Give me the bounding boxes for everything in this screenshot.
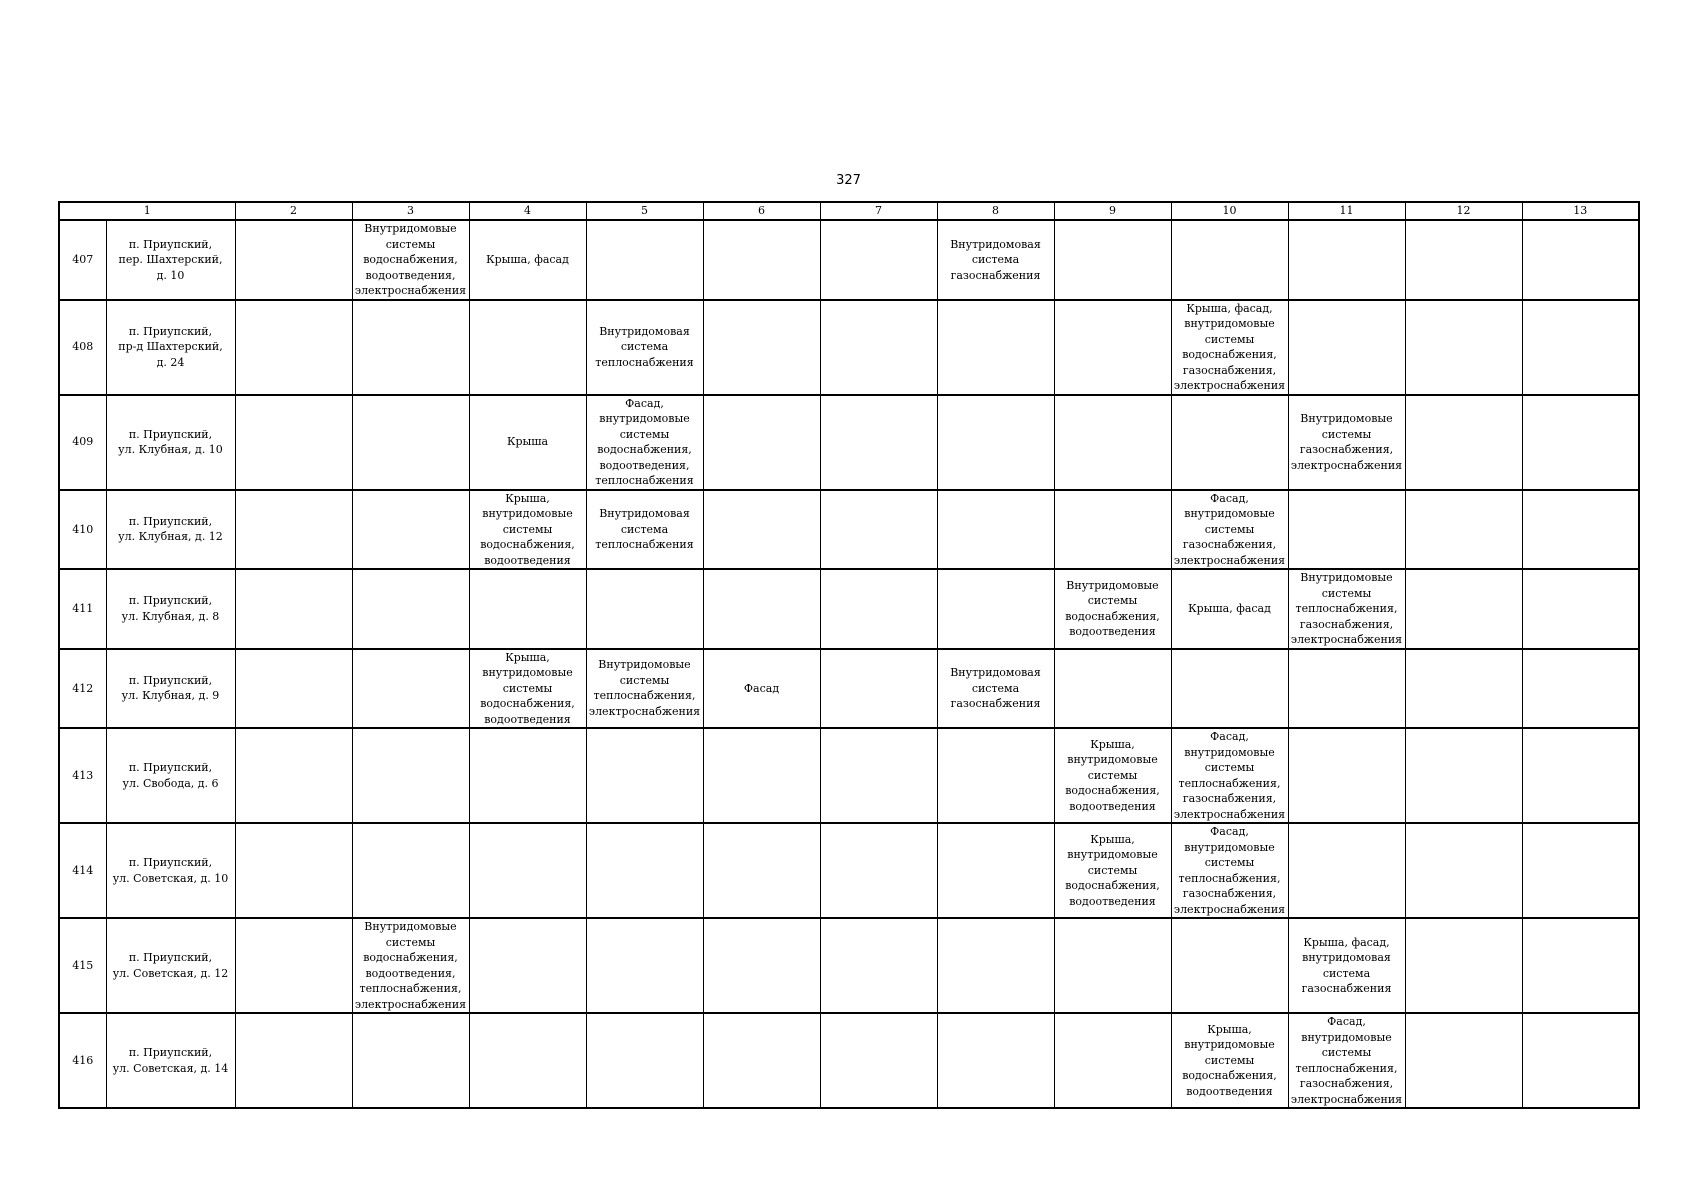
work-cell-col-5 [586,395,703,490]
column-header: 8 [937,202,1054,220]
cell-text: Фасад, внутридомовые системы теплоснабжения, газоснабжения, электроснабжения [1290,1015,1403,1106]
table-row [59,395,1639,490]
work-cell-col-12 [1405,569,1522,649]
work-cell-col-11 [1288,649,1405,729]
work-cell-col-6 [703,490,820,570]
table-row [59,823,1639,918]
work-cell-col-13 [1522,569,1639,649]
work-cell-col-5 [586,823,703,918]
table-row [59,490,1639,570]
work-cell-col-6 [703,649,820,729]
cell-text: Внутридомовая система газоснабжения [950,666,1041,710]
work-cell-col-6 [703,823,820,918]
cell-text: п. Приупский, ул. Клубная, д. 9 [121,673,220,703]
work-cell-col-7 [820,1013,937,1108]
work-cell-col-4 [469,300,586,395]
row-number-cell [59,918,106,1013]
cell-text: Фасад, внутридомовые системы водоснабжения, водоотведения, теплоснабжения [595,396,694,487]
cell-text: Крыша, фасад, внутридомовые системы водоснабжения, газоснабжения, электроснабжения [1173,301,1286,392]
cell-text: Крыша, внутридомовые системы водоснабжения, водоотведения [480,650,575,726]
work-cell-col-4 [469,395,586,490]
cell-text: п. Приупский, ул. Клубная, д. 8 [121,594,220,623]
work-cell-col-3 [352,220,469,300]
cell-text: п. Приупский, ул. Свобода, д. 6 [122,761,219,790]
work-cell-col-9 [1054,649,1171,729]
work-cell-col-3 [352,490,469,570]
row-number-cell [59,1013,106,1108]
row-number-cell [59,649,106,729]
row-number-cell [59,300,106,395]
cell-text: Крыша, внутридомовые системы водоснабжения, водоотведения [480,491,575,567]
cell-text: 411 [72,602,94,615]
row-number-cell [59,569,106,649]
work-cell-col-6 [703,1013,820,1108]
work-cell-col-11 [1288,1013,1405,1108]
work-cell-col-9 [1054,918,1171,1013]
cell-text: 412 [72,681,94,695]
cell-text: Крыша, фасад [486,253,569,266]
work-cell-col-7 [820,649,937,729]
work-cell-col-3 [352,569,469,649]
table-row [59,649,1639,729]
work-cell-col-7 [820,395,937,490]
column-header: 13 [1522,202,1639,220]
cell-text: п. Приупский, пер. Шахтерский, д. 10 [118,237,223,282]
work-cell-col-5 [586,1013,703,1108]
address-cell [106,490,235,570]
column-header: 9 [1054,202,1171,220]
row-number-cell [59,823,106,918]
work-cell-col-12 [1405,490,1522,570]
cell-text: п. Приупский, пр-д Шахтерский, д. 24 [118,324,223,369]
cell-text: 407 [72,253,94,266]
table-row [59,1013,1639,1108]
row-number-cell [59,490,106,570]
work-cell-col-9 [1054,490,1171,570]
work-cell-col-7 [820,569,937,649]
work-cell-col-5 [586,300,703,395]
address-cell [106,1013,235,1108]
work-cell-col-12 [1405,220,1522,300]
column-header: 11 [1288,202,1405,220]
work-cell-col-2 [235,918,352,1013]
work-cell-col-7 [820,918,937,1013]
cell-text: 413 [72,768,94,782]
work-cell-col-2 [235,490,352,570]
work-cell-col-4 [469,728,586,823]
work-cell-col-11 [1288,569,1405,649]
table-row [59,918,1639,1013]
work-cell-col-8 [937,220,1054,300]
work-cell-col-12 [1405,300,1522,395]
work-cell-col-6 [703,220,820,300]
row-number-cell [59,220,106,300]
work-cell-col-12 [1405,728,1522,823]
cell-text: Фасад, внутридомовые системы теплоснабжения, газоснабжения, электроснабжения [1173,825,1286,916]
cell-text: Фасад, внутридомовые системы газоснабжения, электроснабжения [1173,491,1286,567]
cell-text: Внутридомовые системы водоснабжения, водоотведения, теплоснабжения, электроснабжения [354,920,467,1011]
work-cell-col-11 [1288,490,1405,570]
work-cell-col-9 [1054,395,1171,490]
work-cell-col-4 [469,490,586,570]
work-cell-col-8 [937,300,1054,395]
work-cell-col-13 [1522,918,1639,1013]
work-cell-col-9 [1054,728,1171,823]
work-cell-col-13 [1522,220,1639,300]
work-cell-col-8 [937,649,1054,729]
work-cell-col-11 [1288,728,1405,823]
address-cell [106,728,235,823]
address-cell [106,823,235,918]
repair-schedule-table [58,201,1640,1109]
work-cell-col-3 [352,649,469,729]
work-cell-col-4 [469,918,586,1013]
work-cell-col-3 [352,918,469,1013]
cell-text: 415 [72,958,94,972]
table-row [59,220,1639,300]
cell-text: Внутридомовая система теплоснабжения [595,507,694,551]
work-cell-col-4 [469,649,586,729]
work-cell-col-13 [1522,395,1639,490]
work-cell-col-6 [703,728,820,823]
cell-text: Внутридомовые системы теплоснабжения, газоснабжения, электроснабжения [1290,571,1403,646]
table-row [59,569,1639,649]
work-cell-col-3 [352,823,469,918]
work-cell-col-8 [937,1013,1054,1108]
work-cell-col-9 [1054,823,1171,918]
column-header: 4 [469,202,586,220]
cell-text: п. Приупский, ул. Клубная, д. 10 [118,427,223,456]
cell-text: 409 [72,435,94,449]
work-cell-col-2 [235,823,352,918]
work-cell-col-7 [820,823,937,918]
cell-text: Крыша, внутридомовые системы водоснабжения, водоотведения [1182,1022,1277,1098]
work-cell-col-11 [1288,918,1405,1013]
work-cell-col-2 [235,300,352,395]
work-cell-col-6 [703,300,820,395]
work-cell-col-3 [352,395,469,490]
work-cell-col-13 [1522,1013,1639,1108]
cell-text: 410 [72,522,94,536]
work-cell-col-7 [820,728,937,823]
work-cell-col-10 [1171,220,1288,300]
cell-text: п. Приупский, ул. Советская, д. 10 [112,856,229,885]
work-cell-col-2 [235,728,352,823]
column-header: 1 [59,202,235,220]
table-row [59,300,1639,395]
work-cell-col-11 [1288,300,1405,395]
column-header: 2 [235,202,352,220]
work-cell-col-5 [586,569,703,649]
cell-text: Внутридомовая система газоснабжения [950,237,1041,282]
table-row [59,728,1639,823]
work-cell-col-7 [820,490,937,570]
work-cell-col-10 [1171,918,1288,1013]
work-cell-col-6 [703,918,820,1013]
work-cell-col-10 [1171,728,1288,823]
work-cell-col-5 [586,490,703,570]
work-cell-col-5 [586,918,703,1013]
work-cell-col-8 [937,728,1054,823]
work-cell-col-4 [469,1013,586,1108]
cell-text: п. Приупский, ул. Советская, д. 14 [112,1046,229,1075]
column-header: 12 [1405,202,1522,220]
work-cell-col-6 [703,395,820,490]
cell-text: п. Приупский, ул. Советская, д. 12 [112,951,229,980]
work-cell-col-12 [1405,649,1522,729]
address-cell [106,300,235,395]
work-cell-col-3 [352,1013,469,1108]
work-cell-col-13 [1522,300,1639,395]
work-cell-col-8 [937,569,1054,649]
column-header: 10 [1171,202,1288,220]
page-number: 327 [836,173,861,188]
work-cell-col-9 [1054,220,1171,300]
work-cell-col-11 [1288,220,1405,300]
address-cell [106,569,235,649]
work-cell-col-8 [937,918,1054,1013]
work-cell-col-13 [1522,728,1639,823]
table-body [59,220,1639,1108]
work-cell-col-12 [1405,1013,1522,1108]
work-cell-col-10 [1171,649,1288,729]
cell-text: Внутридомовые системы водоснабжения, водоотведения, электроснабжения [354,222,467,297]
work-cell-col-9 [1054,569,1171,649]
work-cell-col-8 [937,823,1054,918]
column-header: 3 [352,202,469,220]
cell-text: Внутридомовая система теплоснабжения [595,324,694,369]
cell-text: Крыша, внутридомовые системы водоснабжения, водоотведения [1065,832,1160,908]
cell-text: Крыша, внутридомовые системы водоснабжения, водоотведения [1065,737,1160,813]
cell-text: 414 [72,863,94,877]
work-cell-col-5 [586,728,703,823]
column-header: 5 [586,202,703,220]
work-cell-col-10 [1171,569,1288,649]
work-cell-col-2 [235,649,352,729]
work-cell-col-10 [1171,300,1288,395]
column-number-row [59,202,1639,220]
address-cell [106,395,235,490]
work-cell-col-3 [352,300,469,395]
cell-text: п. Приупский, ул. Клубная, д. 12 [118,514,223,544]
cell-text: Крыша, фасад, внутридомовая система газоснабжения [1301,935,1392,995]
column-header: 7 [820,202,937,220]
row-number-cell [59,395,106,490]
address-cell [106,649,235,729]
work-cell-col-7 [820,220,937,300]
row-number-cell [59,728,106,823]
work-cell-col-10 [1171,1013,1288,1108]
work-cell-col-10 [1171,823,1288,918]
work-cell-col-10 [1171,395,1288,490]
cell-text: 416 [72,1053,94,1067]
work-cell-col-5 [586,220,703,300]
work-cell-col-11 [1288,395,1405,490]
work-cell-col-2 [235,220,352,300]
work-cell-col-3 [352,728,469,823]
cell-text: Крыша, фасад [1188,602,1271,615]
column-header: 6 [703,202,820,220]
address-cell [106,220,235,300]
work-cell-col-2 [235,1013,352,1108]
cell-text: Внутридомовые системы газоснабжения, электроснабжения [1290,412,1403,472]
work-cell-col-4 [469,220,586,300]
work-cell-col-7 [820,300,937,395]
address-cell [106,918,235,1013]
work-cell-col-5 [586,649,703,729]
work-cell-col-2 [235,395,352,490]
work-cell-col-13 [1522,823,1639,918]
cell-text: 408 [72,340,94,354]
cell-text: Внутридомовые системы теплоснабжения, электроснабжения [588,658,701,718]
cell-text: Внутридомовые системы водоснабжения, водоотведения [1065,578,1160,639]
work-cell-col-8 [937,490,1054,570]
work-cell-col-12 [1405,823,1522,918]
work-cell-col-2 [235,569,352,649]
work-cell-col-13 [1522,490,1639,570]
work-cell-col-4 [469,823,586,918]
work-cell-col-10 [1171,490,1288,570]
work-cell-col-12 [1405,395,1522,490]
work-cell-col-8 [937,395,1054,490]
work-cell-col-9 [1054,300,1171,395]
cell-text: Крыша [506,435,549,449]
work-cell-col-11 [1288,823,1405,918]
work-cell-col-12 [1405,918,1522,1013]
work-cell-col-4 [469,569,586,649]
cell-text: Фасад, внутридомовые системы теплоснабжения, газоснабжения, электроснабжения [1173,730,1286,821]
work-cell-col-6 [703,569,820,649]
cell-text: Фасад [743,681,780,695]
work-cell-col-9 [1054,1013,1171,1108]
work-cell-col-13 [1522,649,1639,729]
